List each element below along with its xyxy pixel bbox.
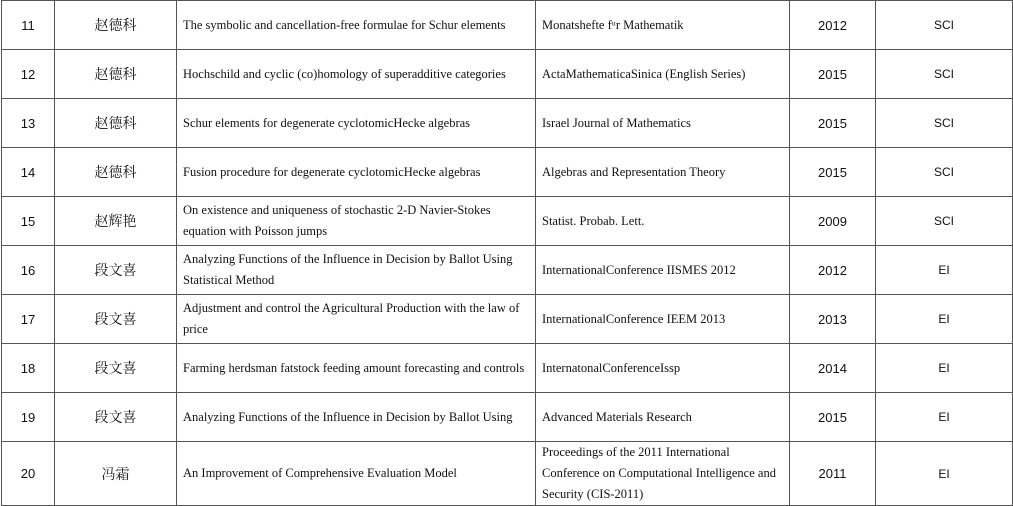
author-name: 赵德科 [55,1,177,50]
row-number: 13 [2,99,55,148]
journal-name: InternationalConference IISMES 2012 [536,246,790,295]
author-name: 段文喜 [55,295,177,344]
paper-title: Fusion procedure for degenerate cyclotomicHecke algebras [177,148,536,197]
author-name: 冯霜 [55,442,177,506]
author-name: 赵辉艳 [55,197,177,246]
table-row [2,393,1013,442]
row-number: 19 [2,393,55,442]
index-type: SCI [876,50,1013,99]
table-row [2,246,1013,295]
index-type: SCI [876,99,1013,148]
journal-name: InternationalConference IEEM 2013 [536,295,790,344]
journal-name: Advanced Materials Research [536,393,790,442]
index-type: SCI [876,197,1013,246]
row-number: 12 [2,50,55,99]
row-number: 18 [2,344,55,393]
index-type: EI [876,344,1013,393]
row-number: 14 [2,148,55,197]
table-row [2,197,1013,246]
table-row [2,1,1013,50]
index-type: EI [876,246,1013,295]
journal-name: InternatonalConferenceIssp [536,344,790,393]
table-row [2,344,1013,393]
row-number: 15 [2,197,55,246]
table-row [2,50,1013,99]
paper-title: Analyzing Functions of the Influence in Decision by Ballot Using [177,393,536,442]
paper-title: Farming herdsman fatstock feeding amount forecasting and controls [177,344,536,393]
index-type: SCI [876,148,1013,197]
index-type: EI [876,295,1013,344]
journal-name: ActaMathematicaSinica (English Series) [536,50,790,99]
journal-name: Algebras and Representation Theory [536,148,790,197]
table-row [2,295,1013,344]
author-name: 段文喜 [55,246,177,295]
author-name: 赵德科 [55,148,177,197]
paper-title: The symbolic and cancellation-free formulae for Schur elements [177,1,536,50]
paper-title: Adjustment and control the Agricultural Production with the law of price [177,295,536,344]
row-number: 20 [2,442,55,506]
author-name: 段文喜 [55,393,177,442]
journal-name: Statist. Probab. Lett. [536,197,790,246]
author-name: 赵德科 [55,99,177,148]
publication-year: 2015 [790,99,876,148]
publication-year: 2009 [790,197,876,246]
paper-title: Analyzing Functions of the Influence in Decision by Ballot Using Statistical Method [177,246,536,295]
index-type: SCI [876,1,1013,50]
index-type: EI [876,442,1013,506]
table-row [2,442,1013,506]
table-row [2,99,1013,148]
paper-title: Hochschild and cyclic (co)homology of superadditive categories [177,50,536,99]
publication-year: 2015 [790,50,876,99]
row-number: 11 [2,1,55,50]
author-name: 段文喜 [55,344,177,393]
publications-table [1,0,1013,506]
paper-title: On existence and uniqueness of stochastic 2-D Navier-Stokes equation with Poisson jumps [177,197,536,246]
journal-name: Proceedings of the 2011 International Conference on Computational Intelligence and Security (CIS-2011) [536,442,790,506]
publication-year: 2011 [790,442,876,506]
table-row [2,148,1013,197]
paper-title: An Improvement of Comprehensive Evaluation Model [177,442,536,506]
publication-year: 2013 [790,295,876,344]
journal-name: Israel Journal of Mathematics [536,99,790,148]
publication-year: 2012 [790,1,876,50]
index-type: EI [876,393,1013,442]
paper-title: Schur elements for degenerate cyclotomicHecke algebras [177,99,536,148]
publication-year: 2015 [790,393,876,442]
publication-year: 2014 [790,344,876,393]
journal-name: Monatshefte fᵘr Mathematik [536,1,790,50]
publication-year: 2015 [790,148,876,197]
author-name: 赵德科 [55,50,177,99]
row-number: 17 [2,295,55,344]
publication-year: 2012 [790,246,876,295]
row-number: 16 [2,246,55,295]
